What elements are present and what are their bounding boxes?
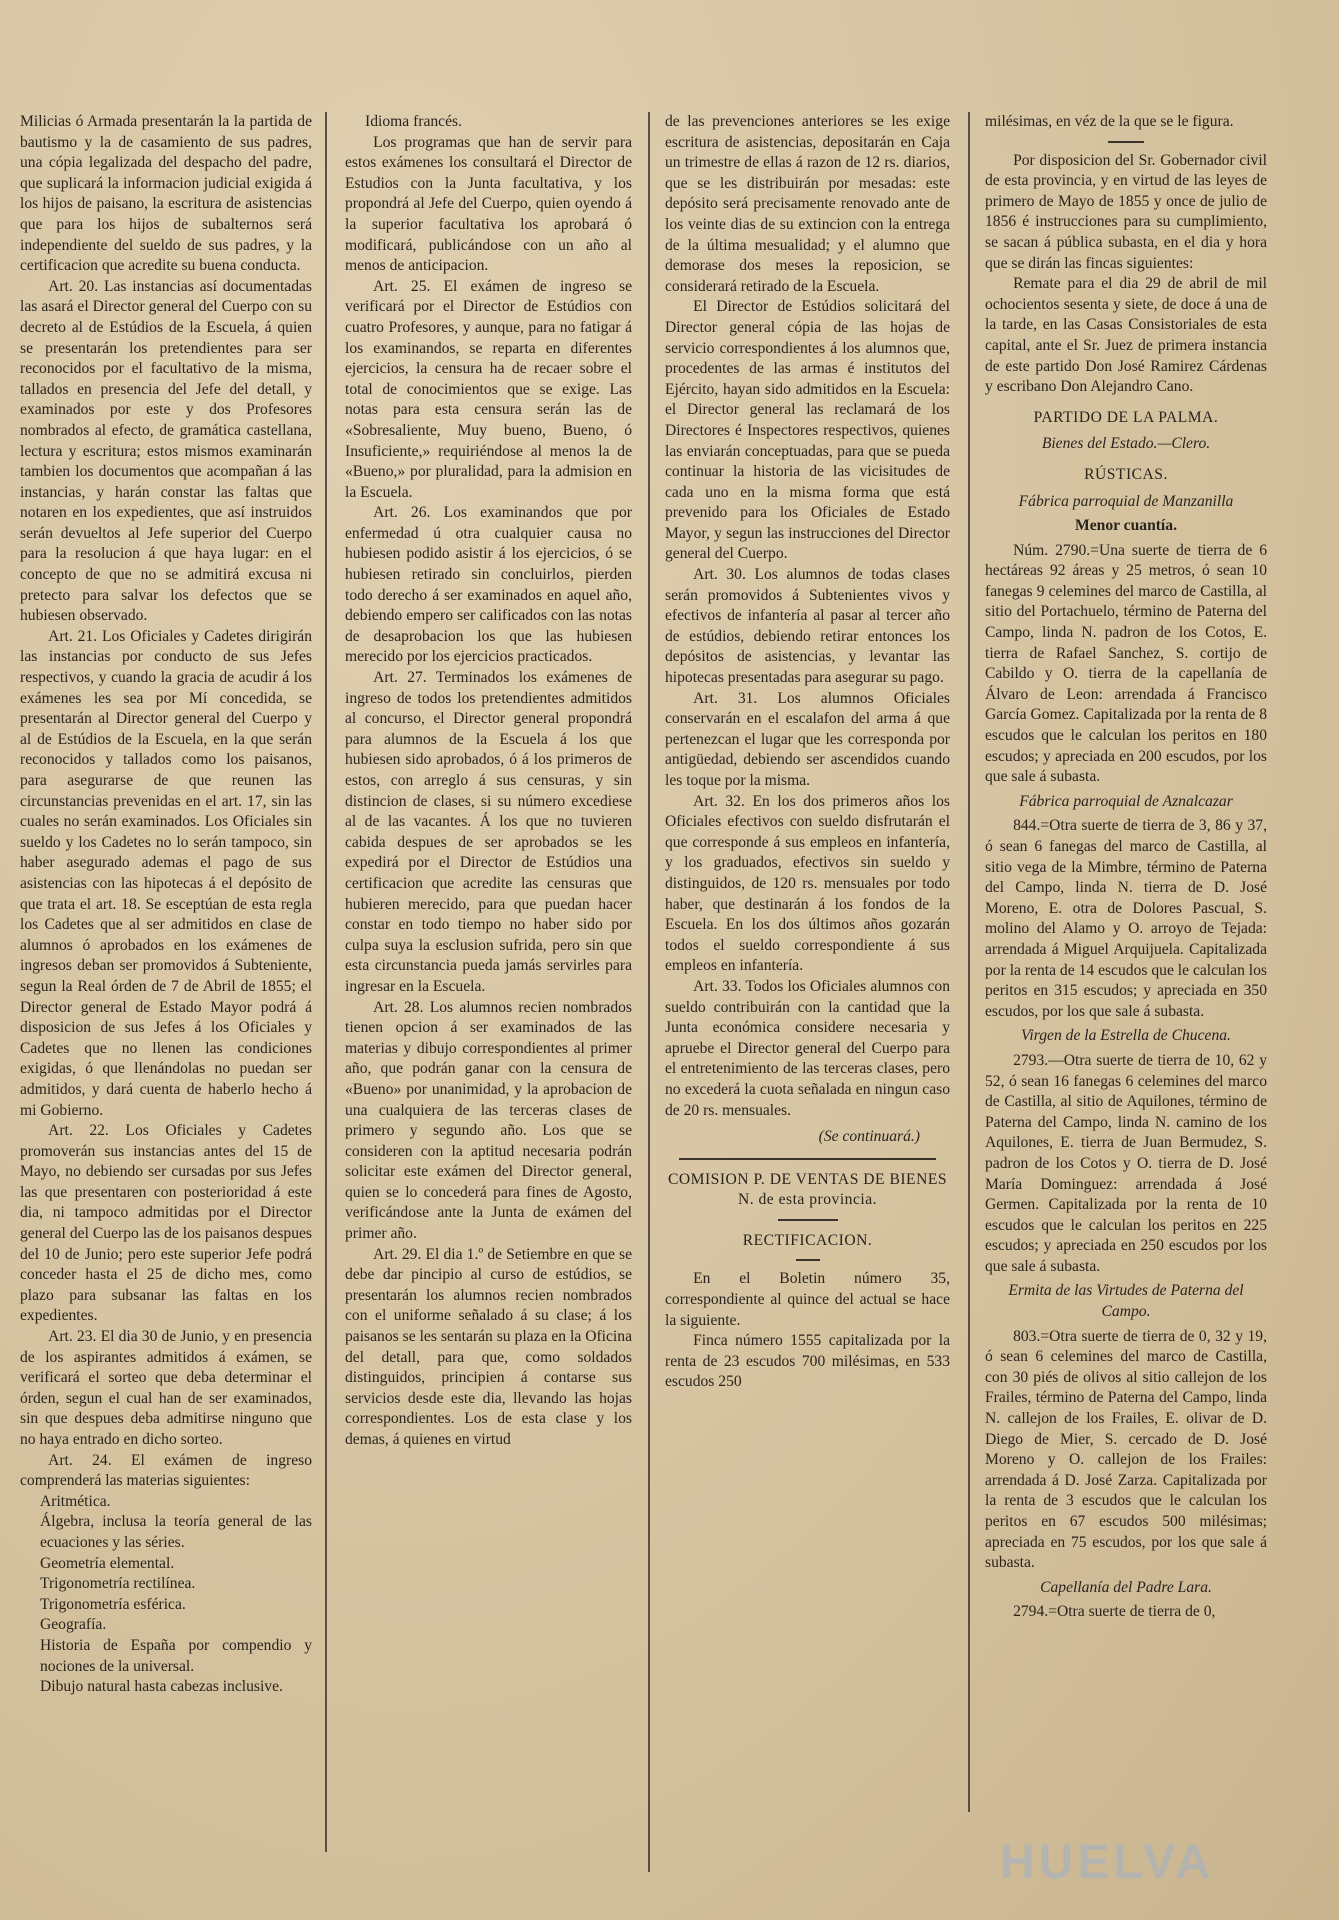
article-20: Art. 20. Las instancias así documentadas las asará el Director general del Cuerpo con su decreto al de Estúdios de la Escuela, á quien se presentarán los pretendientes para ser reconocidos por el facultativo de la misma, tallados en presencia del Jefe del detall, y examinados por este y dos Profesores nombrados al efecto, de gramática castellana, lectura y escritura; estos mismos examinarán tambien los documentos que acompañan á las instancias, y harán constar las faltas que notaren en los expedientes, que así instruidos serán devueltos al Jefe superior del Cuerpo para la resolucion á que haya lugar: en el concepto de que no se admitirá excusa ni pretecto para salvar los defectos que se hubiesen observado. <box>20 277 312 625</box>
paragraph: Núm. 2790.=Una suerte de tierra de 6 hectáreas 92 áreas y 25 metros, ó sean 10 fanegas 9 celemines del marco de Castilla, al sitio del Portachuelo, término de Paterna del Campo, linda N. padron de los Cotos, E. tierra de Rafael Sanchez, S. cortijo de Cabildo y O. tierra de la capellanía de Álvaro de Leon: arrendada á Francisco García Gomez. Capitalizada por la renta de 8 escudos que le calculan los peritos en 180 escudos; y apreciada en 200 escudos, por los que sale á subasta. <box>985 541 1267 786</box>
column-rule <box>648 112 650 1872</box>
column-2 <box>345 112 632 1912</box>
section-heading: RECTIFICACION. <box>742 1231 873 1249</box>
paragraph: Remate para el dia 29 de abril de mil ochocientos sesenta y siete, de doce á una de la tarde, en las Casas Consistoriales de esta capital, ante el Sr. Juez de primera instancia de este partido Don José Ramirez Cárdenas y escribano Don Alejandro Cano. <box>985 275 1267 396</box>
article-29: Art. 29. El dia 1.º de Setiembre en que se debe dar pincipio al curso de estúdios, se presentarán los alumnos recien nombrados con el uniforme señalado á su clase; á los paisanos se les sentarán su plaza en la Oficina del detall, para que, como soldados distinguidos, principien á contarse sus servicios desde este dia, llevando las hojas correspondientes. Los de esta clase y los demas, á quienes en virtud <box>345 1245 632 1448</box>
column-4 <box>985 112 1267 1912</box>
paragraph: Los programas que han de servir para estos exámenes los consultará el Director de Estudios con la Junta facultativa, y los propondrá al Jefe del Cuerpo, quien oyendo á la superior facultativa los aprobará ó modificará, publicándose con un año al menos de anticipacion. <box>345 133 632 275</box>
article-32: Art. 32. En los dos primeros años los Oficiales efectivos con sueldo disfrutarán el que corresponde á sus empleos en infantería, y los graduados, efectivos sin sueldo y distinguidos, de 120 rs. mensuales por todo haber, que destinarán á los fondos de la Escuela. En los dos últimos años gozarán todos el sueldo correspondiente á sus empleos en infantería. <box>665 792 950 975</box>
paragraph: 844.=Otra suerte de tierra de 3, 86 y 37, ó sean 6 fanegas del marco de Castilla, al sitio vega de la Mimbre, término de Paterna del Campo, linda N. tierra de D. José Moreno, E. otra de Dolores Pascual, S. molino del Alamo y O. arroyo de Tejada: arrendada á Miguel Arquijuela. Capitalizada por la renta de 14 escudos que le calculan los peritos en 315 escudos; y apreciada en 350 escudos, por los que sale á subasta. <box>985 817 1267 1020</box>
article-22: Art. 22. Los Oficiales y Cadetes promoverán sus instancias antes del 15 de Mayo, no debiendo ser cursadas por sus Jefes las que presentaren con posterioridad á este dia, ni tampoco admitidas por el Director general del Cuerpo las de los paisanos despues del 10 de Junio; pero este superior Jefe podrá conceder hasta el 25 de dicho mes, como plazo para subsanar las faltas en los expedientes. <box>20 1122 312 1325</box>
subject-item: Trigonometría rectilínea. <box>40 1575 196 1593</box>
subheading: Fábrica parroquial de Aznalcazar <box>1019 792 1233 810</box>
article-31: Art. 31. Los alumnos Oficiales conservarán en el escalafon del arma á que pertenezcan el lugar que les corresponda por antigüedad, debiendo ser ascendidos cuando les toque por la misma. <box>665 689 950 789</box>
article-27: Art. 27. Terminados los exámenes de ingreso de todos los pretendientes admitidos al concurso, el Director general propondrá para alumnos de la Escuela á los que hubiesen sido aprobados, ó á los primeros de estos, con arreglo á sus censuras, y sin distincion de clases, si su número excediese al de las vacantes. Á los que no tuvieren cabida despues de ser aprobados se les expedirá por el Director de Estúdios una certificacion que acredite las censuras que hubieren merecido, para que puedan hacer constar en todo tiempo no haber sido por culpa suya la esclusion sufrida, pero sin que esta circunstancia pueda jamás servirles para ingresar en la Escuela. <box>345 669 632 995</box>
paragraph: 2793.—Otra suerte de tierra de 10, 62 y 52, ó sean 16 fanegas 6 celemines del marco de Castilla, al sitio de Aquilones, término de Paterna del Campo, linda N. camino de los Aquilones, E. tierra de Juan Bermudez, S. padron de los Cotos y O. tierra de D. José María Dominguez: arrendada á José Germen. Capitalizada por la renta de 10 escudos que le calculan los peritos en 225 escudos; y apreciada en 250 escudos por los que sale á subasta. <box>985 1051 1267 1275</box>
paragraph: Milicias ó Armada presentarán la la partida de bautismo y la de casamiento de sus padres, una cópia legalizada del despacho del padre, que suplicará la informacion judicial exigida á los hijos de paisano, la escritura de asistencias que para los hijos de subalternos será independiente del sueldo de sus padres, y la certificacion que acredite su buena conducta. <box>20 113 312 275</box>
column-rule <box>325 112 327 1852</box>
paragraph: Por disposicion del Sr. Gobernador civil de esta provincia, y en virtud de las leyes de primero de Mayo de 1855 y once de julio de 1856 é instrucciones para su cumplimiento, se sacan á pública subasta, en el dia y hora que se dirán las fincas siguientes: <box>985 151 1267 272</box>
section-heading: COMISION P. DE VENTAS DE BIENES N. de esta provincia. <box>667 1170 948 1209</box>
subheading: Fábrica parroquial de Manzanilla <box>1018 492 1234 510</box>
column-rule <box>968 112 970 1812</box>
article-30: Art. 30. Los alumnos de todas clases serán promovidos á Subtenientes vivos y efectivos de infantería al pasar al tercer año de estúdios, debiendo retirar entonces los depósitos de asistencias, y levantar las hipotecas presentadas para asegurar su pago. <box>665 566 950 687</box>
subject-item: Geometría elemental. <box>40 1554 175 1572</box>
short-divider <box>796 1259 820 1261</box>
subheading: Bienes del Estado.—Clero. <box>1041 435 1211 453</box>
subject-item: Idioma francés. <box>365 113 462 130</box>
column-3 <box>665 112 950 1912</box>
subject-item: Dibujo natural hasta cabezas inclusive. <box>40 1678 283 1696</box>
short-divider <box>1108 141 1144 143</box>
paragraph: 2794.=Otra suerte de tierra de 0, <box>1013 1603 1216 1621</box>
paragraph: de las prevenciones anteriores se les exige escritura de asistencias, depositarán en Caja un trimestre de ellas á razon de 12 rs. diarios, que se les distribuirán por mesadas: este depósito será precisamente renovado ante de los veinte dias de su extincion con la entrega de la última mesualidad; y el alumno que demorase dos meses la reposicion, se considerará retirado de la Escuela. <box>665 113 950 295</box>
article-25: Art. 25. El exámen de ingreso se verificará por el Director de Estúdios con cuatro Profesores, y aunque, para no fatigar á los examinandos, se reparta en diferentes ejercicios, la censura ha de recaer sobre el total de conocimientos que se exige. Las notas para esta censura serán las de «Sobresaliente, Muy bueno, Bueno, ó Insuficiente,» requiriéndose al menos la de «Bueno,» por pluralidad, para la admision en la Escuela. <box>345 277 632 501</box>
section-heading: RÚSTICAS. <box>1084 465 1168 483</box>
subject-item: Aritmética. <box>40 1492 111 1510</box>
article-26: Art. 26. Los examinandos que por enfermedad ú otra cualquier causa no hubiesen podido asistir á los ejercicios, ó se hubiesen retirado sin concluirlos, pierden todo derecho á ser examinados en aquel año, debiendo empero ser calificados con las notas de desaprobacion los que las hubiesen merecido por los ejercicios practicados. <box>345 504 632 666</box>
subject-item: Geografía. <box>40 1616 107 1634</box>
subject-item: Historia de España por compendio y nociones de la universal. <box>40 1636 312 1675</box>
subheading: Ermita de las Virtudes de Paterna del Campo. <box>1008 1282 1244 1321</box>
short-divider <box>778 1219 838 1221</box>
paragraph: Finca número 1555 capitalizada por la renta de 23 escudos 700 milésimas, en 533 escudos 250 <box>665 1332 950 1391</box>
subheading: Capellanía del Padre Lara. <box>1040 1578 1212 1596</box>
archive-watermark: HUELVA <box>1000 1836 1215 1889</box>
paragraph: milésimas, en véz de la que se le figura. <box>985 113 1234 130</box>
subject-item: Álgebra, inclusa la teoría general de las ecuaciones y las séries. <box>40 1513 312 1551</box>
subject-item: Trigonometría esférica. <box>40 1595 186 1613</box>
subheading: Menor cuantía. <box>1075 517 1177 535</box>
paragraph: 803.=Otra suerte de tierra de 0, 32 y 19, ó sean 6 celemines del marco de Castilla, con 30 piés de olivos al sitio callejon de los Frailes, término de Paterna del Campo, linda N. callejon de los Frailes, E. olivar de D. Diego de Mier, S. cercado de D. José Moreno y O. callejon de los Frailes: arrendada á D. José Zarza. Capitalizada por la renta de 3 escudos que le calculan los peritos en 67 escudos 500 milésimas; apreciada en 75 escudos, por los que sale á subasta. <box>985 1327 1267 1572</box>
paragraph: En el Boletin número 35, correspondiente al quince del actual se hace la siguiente. <box>665 1270 950 1329</box>
article-28: Art. 28. Los alumnos recien nombrados tienen opcion á ser examinados de las materias y dibujo correspondientes al primer año, que podrán ganar con la censura de «Bueno» por unanimidad, y la aprobacion de una cualquiera de las terceras clases de primero y segundo año. Los que se consideren con la aptitud necesaria podrán solicitar este exámen del Director general, quien se lo concederá para fines de Agosto, verificándose ante la Junta de exámen del primer año. <box>345 998 632 1243</box>
paragraph: El Director de Estúdios solicitará del Director general cópia de las hojas de servicio correspondientes á los alumnos que, procedentes de las armas é institutos del Ejército, hayan sido admitidos en la Escuela: el Director general las reclamará de los Directores é Inspectores respectivos, quienes las enviarán conceptuadas, para que se pueda continuar la historia de las vicisitudes de cada uno en la misma forma que está prevenido para los Oficiales de Estado Mayor, y segun las instrucciones del Director general del Cuerpo. <box>665 298 950 563</box>
article-23: Art. 23. El dia 30 de Junio, y en presencia de los aspirantes admitidos á exámen, se verificará el sorteo que deba determinar el órden, segun el cual han de ser examinados, sin que despues deba admitirse ninguno que no haya entrado en dicho sorteo. <box>20 1328 312 1448</box>
article-21: Art. 21. Los Oficiales y Cadetes dirigirán las instancias por conducto de sus Jefes respectivos, y cuando la gracia de acudir á los exámenes les sea por Mí concedida, se presentarán al Director general del Cuerpo y al de Estúdios de la Escuela, en la que serán reconocidos y tallados como los paisanos, para asegurarse de que reunen las circunstancias prevenidas en el art. 17, sin las cuales no serán examinados. Los Oficiales sin sueldo y los Cadetes no lo serán tampoco, sin haber asegurado ademas el pago de sus asistencias con las hipotecas á el depósito de que trata el art. 18. Se esceptúan de esta regla los Cadetes que al ser admitidos en clase de alumnos ó aprobados en los exámenes de ingresos deban ser promovidos á Subteniente, segun la Real órden de 7 de Abril de 1855; el Director general de Estado Mayor podrá á disposicion de sus Jefes á los Oficiales y Cadetes que no llenen las condiciones exigidas, ó que llenándolas no puedan ser admitidos, y dará cuenta de haberlo hecho á mi Gobierno. <box>20 627 312 1119</box>
section-heading: PARTIDO DE LA PALMA. <box>1033 408 1219 426</box>
subheading: Virgen de la Estrella de Chucena. <box>1021 1027 1231 1045</box>
article-24: Art. 24. El exámen de ingreso comprenderá las materias siguientes: <box>20 1451 312 1490</box>
continued-note: (Se continuará.) <box>818 1128 920 1146</box>
section-divider <box>679 1158 936 1160</box>
column-1 <box>20 112 312 1912</box>
article-33: Art. 33. Todos los Oficiales alumnos con sueldo contribuirán con la cantidad que la Junta económica considere necesaria y apruebe el Director general del Cuerpo para el entretenimiento de las terceras clases, pero no excederá la cuota señalada en ningun caso de 20 rs. mensuales. <box>665 977 950 1119</box>
